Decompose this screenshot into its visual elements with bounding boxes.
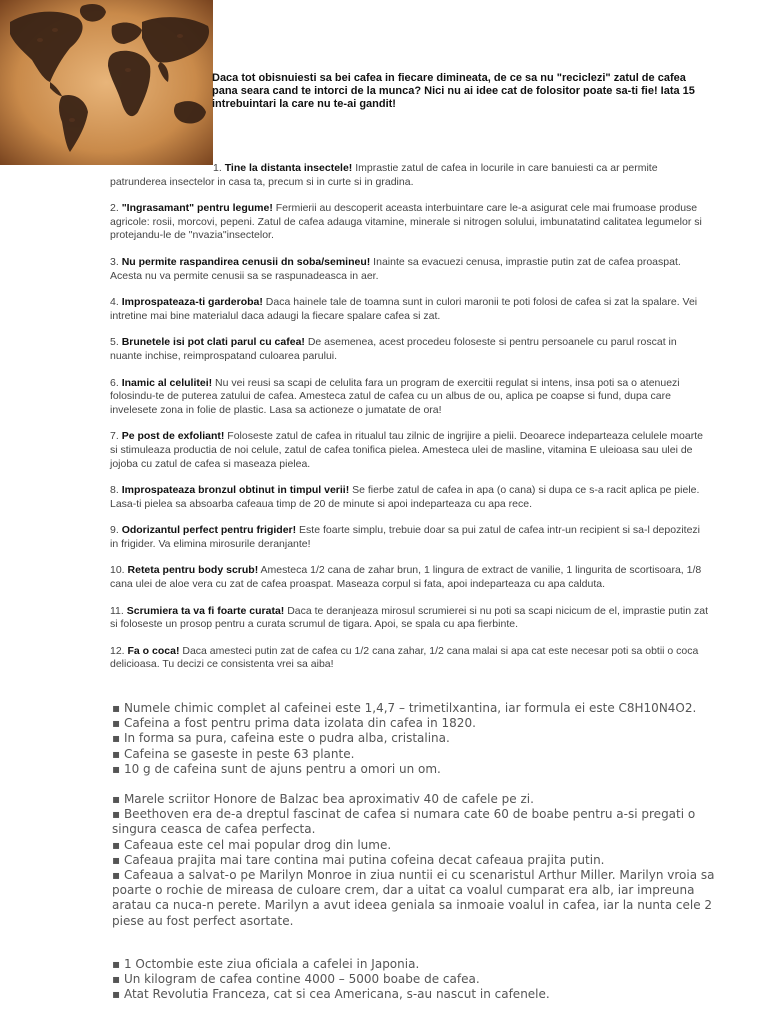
tip-number: 5. bbox=[110, 336, 122, 349]
tip-number: 3. bbox=[110, 255, 122, 268]
fact-item: ▪ In forma sa pura, cafeina este o pudra alba, cristalina. bbox=[112, 731, 450, 746]
tip-title: Fa o coca! bbox=[127, 644, 180, 657]
tip-item bbox=[110, 430, 710, 471]
intro-paragraph: Daca tot obisnuiesti sa bei cafea in fiecare dimineata, de ce sa nu "reciclezi" zatul de cafea pana seara cand te intorci de la munca? Nici nu ai idee cat de folositor poate sa-ti fie! Iata 15 intrebuintari la care nu te-ai gandit! bbox=[212, 72, 695, 110]
tip-number: 7. bbox=[110, 430, 122, 443]
tip-item bbox=[110, 564, 710, 591]
tip-text: Fermierii au descoperit aceasta interbuintare care le-a asigurat cele mai frumoase produse agricole: rosii, morcovi, pepeni. Zatul de cafea adauga vitamine, minerale si nitrogen solului, imbunatatind calitatea legumelor si protejandu-le de "nvazia"insectelor. bbox=[110, 202, 702, 242]
tip-item bbox=[110, 484, 710, 511]
tip-text: Este foarte simplu, trebuie doar sa pui zatul de cafea intr-un recipient si sa-l depozitezi in frigider. Va elimina mirosurile deranjante! bbox=[110, 524, 701, 550]
fact-item: ▪ Cafeaua este cel mai popular drog din lume. bbox=[112, 837, 392, 852]
fact-item: ▪ Cafeina se gaseste in peste 63 plante. bbox=[112, 746, 355, 761]
tip-item bbox=[110, 336, 710, 363]
tip-text: De asemenea, acest procedeu foloseste si pentru persoanele cu parul roscat in nuante inchise, reimprospatand culoarea parului. bbox=[110, 336, 677, 362]
fact-item: ▪ Un kilogram de cafea contine 4000 – 5000 boabe de cafea. bbox=[112, 972, 480, 987]
tip-text: Daca te deranjeaza mirosul scrumierei si nu poti sa scapi nicicum de el, imprastie putin zat si foloseste un prosop pentru a curata scrumul de tigara. Apoi, se spala cu apa fierbinte. bbox=[110, 604, 708, 631]
tip-title: Scrumiera ta va fi foarte curata! bbox=[126, 604, 285, 617]
tip-text: Amesteca 1/2 cana de zahar brun, 1 lingura de extract de vanilie, 1 lingurita de scortisoara, 1/8 cana ulei de aloe vera cu zat de cafea proaspat. Maseaza corpul si fata, apoi indeparteaza cu apa calduta. bbox=[110, 564, 702, 591]
tip-title: Improspateaza bronzul obtinut in timpul verii! bbox=[121, 484, 350, 497]
facts-list-chemistry bbox=[112, 701, 722, 777]
tip-number: 2. bbox=[110, 202, 122, 215]
fact-item: ▪ Atat Revolutia Franceza, cat si cea Americana, s-au nascut in cafenele. bbox=[112, 987, 550, 1002]
tip-title: "Ingrasamant" pentru legume! bbox=[121, 202, 273, 215]
tip-number: 4. bbox=[110, 296, 122, 309]
fact-item: ▪ Marele scriitor Honore de Balzac bea aproximativ 40 de cafele pe zi. bbox=[112, 792, 534, 806]
facts-list-history bbox=[112, 792, 722, 929]
tip-item bbox=[110, 377, 710, 418]
tip-item bbox=[110, 162, 710, 189]
tip-item bbox=[110, 202, 710, 243]
tip-number: 11. bbox=[110, 604, 127, 617]
tip-title: Odorizantul perfect pentru frigider! bbox=[121, 524, 297, 537]
tip-number: 12. bbox=[110, 644, 128, 657]
tip-text: Daca hainele tale de toamna sunt in culori maronii te poti folosi de cafea si zat la spalare. Vei intretine mai bine materialul daca adaugi la fiecare spalare cafea si zat. bbox=[110, 296, 698, 322]
tip-number: 1. bbox=[213, 162, 225, 174]
facts-list-misc bbox=[112, 957, 722, 1003]
tip-text: Imprastie zatul de cafea in locurile in care banuiesti ca ar permite patrunderea insectelor in casa ta, precum si in curte si in gradina. bbox=[110, 162, 658, 188]
tip-item bbox=[110, 524, 710, 551]
fact-item: ▪ Numele chimic complet al cafeinei este 1,4,7 – trimetilxantina, iar formula ei este C8H10N4O2. bbox=[112, 701, 697, 715]
tip-text: Nu vei reusi sa scapi de celulita fara un program de exercitii regulat si intens, insa poti sa o atenuezi folosindu-te de puterea zatului de cafea. Amesteca zatul de cafea cu un albus de ou, aplica pe coapse si fund, dupa care invelesete zona in folie de plastic. Lasa sa actioneze o jumatate de ora! bbox=[110, 376, 680, 416]
tip-title: Pe post de exfoliant! bbox=[121, 430, 225, 443]
fact-item: ▪ 1 Octombie este ziua oficiala a cafelei in Japonia. bbox=[112, 957, 420, 971]
tip-number: 9. bbox=[110, 524, 122, 537]
tip-item bbox=[110, 256, 710, 283]
tip-title: Nu permite raspandirea cenusii dn soba/semineu! bbox=[121, 255, 371, 268]
tip-title: Tine la distanta insectele! bbox=[224, 162, 353, 174]
tip-number: 8. bbox=[110, 484, 122, 497]
tip-text: Se fierbe zatul de cafea in apa (o cana) si dupa ce s-a racit aplica pe piele. Lasa-ti pielea sa absoarba cafeaua timp de 20 de minute si apoi indeparteaza cu apa rece. bbox=[110, 484, 700, 510]
tips-list bbox=[110, 162, 710, 685]
fact-item: ▪ Cafeina a fost pentru prima data izolata din cafea in 1820. bbox=[112, 716, 476, 731]
fact-item: ▪ 10 g de cafeina sunt de ajuns pentru a omori un om. bbox=[112, 761, 441, 776]
tip-text: Daca amesteci putin zat de cafea cu 1/2 cana zahar, 1/2 cana malai si apa cat este necesar poti sa obtii o coca delicioasa. Tu decizi ce consistenta vrei sa aiba! bbox=[110, 644, 699, 671]
fact-item: ▪ Cafeaua a salvat-o pe Marilyn Monroe in ziua nuntii ei cu scenaristul Arthur Miller. Marilyn vroia sa poarte o rochie de mireasa de culoare crem, dar a uitat ca voalul cumparat era alb, iar impreuna aratau ca nuca-n perete. Marilyn a avut ideea geniala sa inmoaie voalul in cafea, iar la nunta cele 2 piese au fost perfect asortate. bbox=[112, 868, 715, 928]
tip-item bbox=[110, 605, 710, 632]
tip-item bbox=[110, 296, 710, 323]
tip-number: 6. bbox=[110, 376, 122, 389]
tip-text: Foloseste zatul de cafea in ritualul tau zilnic de ingrijire a pielii. Deoarece indeparteaza celulele moarte si stimuleaza productia de noi celule, zatul de cafea tonifica pielea. Amesteca ulei de masline, vitamina E uleioasa sau ulei de jojoba cu zatul de cafea si maseaza pielea. bbox=[110, 430, 703, 470]
fact-item: ▪ Beethoven era de-a dreptul fascinat de cafea si numara cate 60 de boabe pentru a-si pregati o singura ceasca de cafea perfecta. bbox=[112, 807, 696, 837]
tip-item bbox=[110, 645, 710, 672]
tip-title: Inamic al celulitei! bbox=[121, 376, 213, 389]
tip-number: 10. bbox=[110, 564, 128, 577]
fact-item: ▪ Cafeaua prajita mai tare contina mai putina cofeina decat cafeaua prajita putin. bbox=[112, 852, 605, 867]
tip-title: Brunetele isi pot clati parul cu cafea! bbox=[121, 336, 305, 349]
tip-title: Improspateaza-ti garderoba! bbox=[121, 296, 263, 309]
tip-text: Inainte sa evacuezi cenusa, imprastie putin zat de cafea proaspat. Acesta nu va permite cenusii sa se raspunadeasca in aer. bbox=[110, 255, 681, 282]
world-map-icon bbox=[0, 0, 213, 165]
coffee-bean-world-map-image bbox=[0, 0, 213, 165]
tip-title: Reteta pentru body scrub! bbox=[127, 564, 259, 577]
